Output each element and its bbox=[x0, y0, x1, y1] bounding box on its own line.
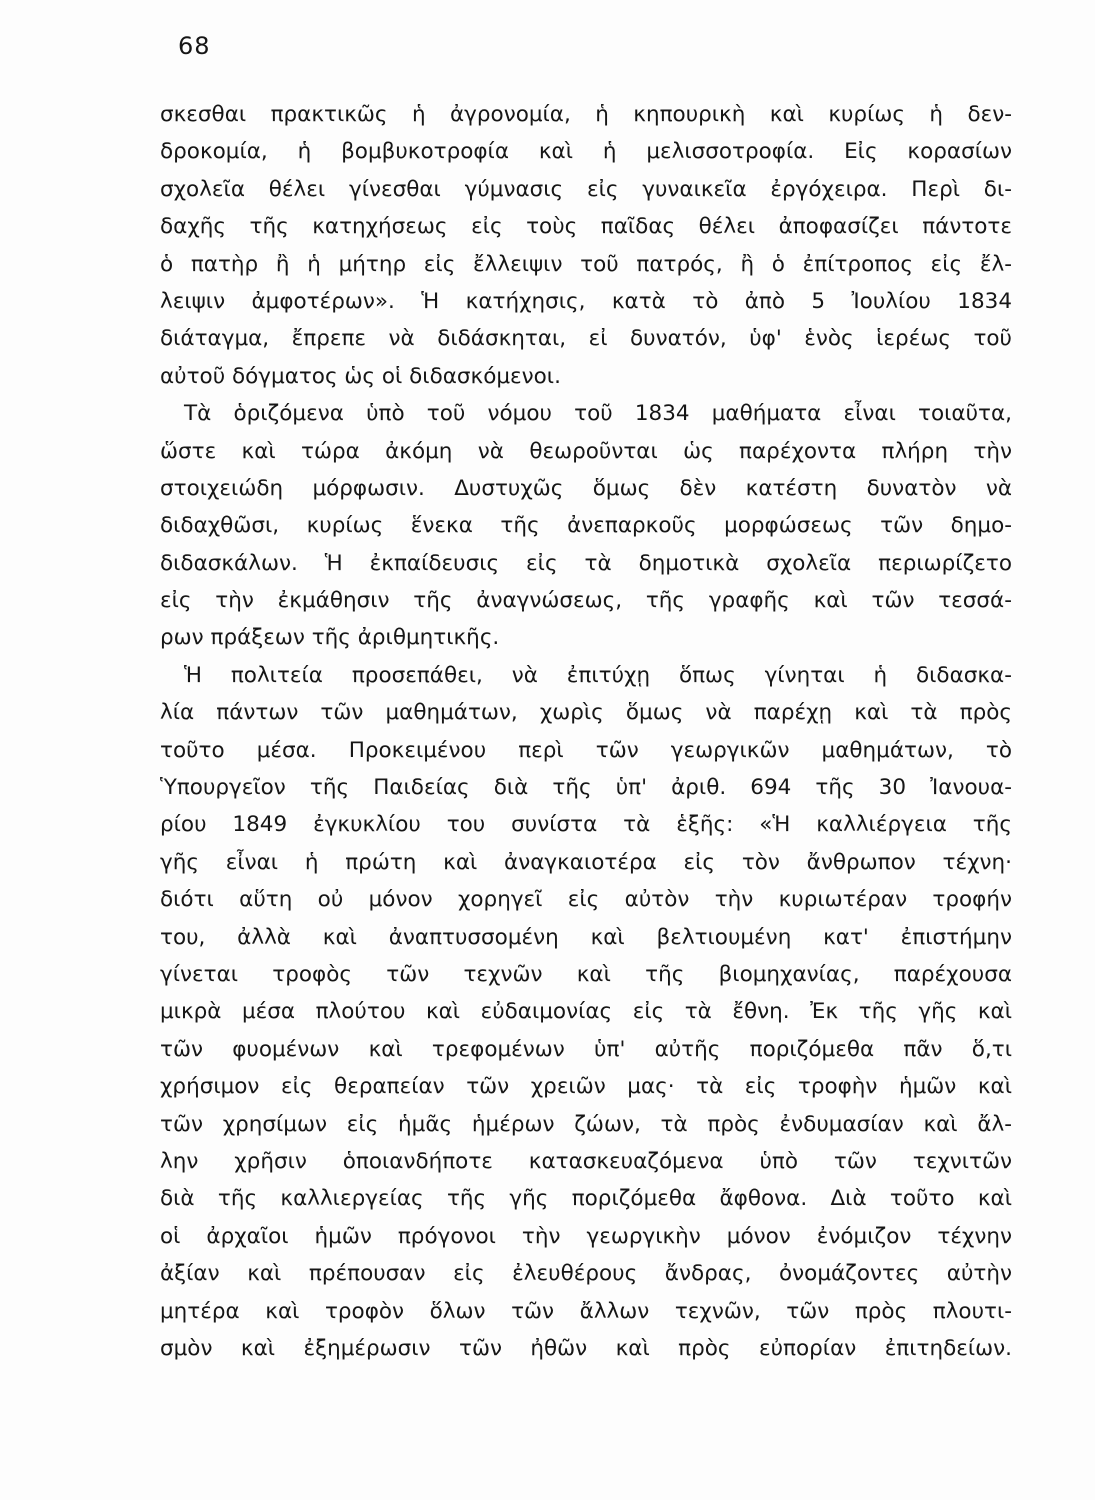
paragraph-3 bbox=[160, 657, 1012, 1367]
text-line: ὁ πατὴρ ἢ ἡ μήτηρ εἰς ἔλλειψιν τοῦ πατρός, ἢ ὁ ἐπίτροπος εἰς ἔλ- bbox=[160, 251, 1012, 277]
page-number: 68 bbox=[178, 32, 211, 60]
text-line: λειψιν ἀμφοτέρων». Ἡ κατήχησις, κατὰ τὸ ἀπὸ 5 Ἰουλίου 1834 bbox=[160, 288, 1012, 314]
text-line: ἀξίαν καὶ πρέπουσαν εἰς ἐλευθέρους ἄνδρας, ὀνομάζοντες αὐτὴν bbox=[160, 1261, 1012, 1287]
text-line: αὐτοῦ δόγματος ὡς οἱ διδασκόμενοι. bbox=[160, 363, 561, 389]
body-text bbox=[160, 96, 1012, 1367]
text-line: λία πάντων τῶν μαθημάτων, χωρὶς ὅμως νὰ παρέχῃ καὶ τὰ πρὸς bbox=[160, 700, 1012, 726]
text-line: διάταγμα, ἔπρεπε νὰ διδάσκηται, εἰ δυνατόν, ὑφ' ἑνὸς ἱερέως τοῦ bbox=[160, 326, 1012, 352]
text-line: στοιχειώδη μόρφωσιν. Δυστυχῶς ὅμως δὲν κατέστη δυνατὸν νὰ bbox=[160, 475, 1012, 501]
text-line: διδασκάλων. Ἡ ἐκπαίδευσις εἰς τὰ δημοτικὰ σχολεῖα περιωρίζετο bbox=[160, 550, 1012, 576]
text-line: γῆς εἶναι ἡ πρώτη καὶ ἀναγκαιοτέρα εἰς τὸν ἄνθρωπον τέχνη· bbox=[160, 849, 1012, 875]
text-line: λην χρῆσιν ὁποιανδήποτε κατασκευαζόμενα ὑπὸ τῶν τεχνιτῶν bbox=[160, 1148, 1012, 1174]
text-line: γίνεται τροφὸς τῶν τεχνῶν καὶ τῆς βιομηχανίας, παρέχουσα bbox=[160, 961, 1012, 987]
text-line: Ἡ πολιτεία προσεπάθει, νὰ ἐπιτύχῃ ὅπως γίνηται ἡ διδασκα- bbox=[184, 662, 1012, 688]
text-line: ρων πράξεων τῆς ἀριθμητικῆς. bbox=[160, 625, 500, 651]
text-line: του, ἀλλὰ καὶ ἀναπτυσσομένη καὶ βελτιουμένη κατ' ἐπιστήμην bbox=[160, 924, 1012, 950]
text-line: διότι αὕτη οὐ μόνον χορηγεῖ εἰς αὐτὸν τὴν κυριωτέραν τροφήν bbox=[160, 887, 1012, 913]
text-line: σχολεῖα θέλει γίνεσθαι γύμνασις εἰς γυναικεῖα ἐργόχειρα. Περὶ δι- bbox=[160, 176, 1012, 202]
text-line: οἱ ἀρχαῖοι ἡμῶν πρόγονοι τὴν γεωργικὴν μόνον ἐνόμιζον τέχνην bbox=[160, 1223, 1012, 1249]
text-line: χρήσιμον εἰς θεραπείαν τῶν χρειῶν μας· τὰ εἰς τροφὴν ἡμῶν καὶ bbox=[160, 1074, 1012, 1100]
text-line: τοῦτο μέσα. Προκειμένου περὶ τῶν γεωργικῶν μαθημάτων, τὸ bbox=[160, 737, 1012, 763]
text-line: τῶν χρησίμων εἰς ἡμᾶς ἡμέρων ζώων, τὰ πρὸς ἐνδυμασίαν καὶ ἄλ- bbox=[160, 1111, 1012, 1137]
text-line: μητέρα καὶ τροφὸν ὅλων τῶν ἄλλων τεχνῶν, τῶν πρὸς πλουτι- bbox=[160, 1298, 1012, 1324]
text-line: μικρὰ μέσα πλούτου καὶ εὐδαιμονίας εἰς τὰ ἔθνη. Ἐκ τῆς γῆς καὶ bbox=[160, 999, 1012, 1025]
text-line: Ὑπουργεῖον τῆς Παιδείας διὰ τῆς ὑπ' ἀριθ. 694 τῆς 30 Ἰανουα- bbox=[160, 775, 1012, 801]
text-line: διδαχθῶσι, κυρίως ἕνεκα τῆς ἀνεπαρκοῦς μορφώσεως τῶν δημο- bbox=[160, 513, 1012, 539]
paragraph-1 bbox=[160, 96, 1012, 395]
text-line: διὰ τῆς καλλιεργείας τῆς γῆς ποριζόμεθα ἄφθονα. Διὰ τοῦτο καὶ bbox=[160, 1186, 1012, 1212]
text-line: ὥστε καὶ τώρα ἀκόμη νὰ θεωροῦνται ὡς παρέχοντα πλήρη τὴν bbox=[160, 438, 1012, 464]
text-line: τῶν φυομένων καὶ τρεφομένων ὑπ' αὐτῆς ποριζόμεθα πᾶν ὅ,τι bbox=[160, 1036, 1012, 1062]
text-line: σκεσθαι πρακτικῶς ἡ ἀγρονομία, ἡ κηπουρικὴ καὶ κυρίως ἡ δεν- bbox=[160, 102, 1012, 127]
text-line: εἰς τὴν ἐκμάθησιν τῆς ἀναγνώσεως, τῆς γραφῆς καὶ τῶν τεσσά- bbox=[160, 588, 1012, 614]
paragraph-2 bbox=[160, 395, 1012, 657]
text-line: Τὰ ὁριζόμενα ὑπὸ τοῦ νόμου τοῦ 1834 μαθήματα εἶναι τοιαῦτα, bbox=[184, 401, 1012, 427]
text-line: σμὸν καὶ ἐξημέρωσιν τῶν ἠθῶν καὶ πρὸς εὐπορίαν ἐπιτηδείων. bbox=[160, 1335, 1012, 1361]
text-line: ρίου 1849 ἐγκυκλίου του συνίστα τὰ ἑξῆς: «Ἡ καλλιέργεια τῆς bbox=[160, 812, 1012, 838]
text-line: δροκομία, ἡ βομβυκοτροφία καὶ ἡ μελισσοτροφία. Εἰς κορασίων bbox=[160, 139, 1012, 165]
text-line: δαχῆς τῆς κατηχήσεως εἰς τοὺς παῖδας θέλει ἀποφασίζει πάντοτε bbox=[160, 214, 1012, 240]
